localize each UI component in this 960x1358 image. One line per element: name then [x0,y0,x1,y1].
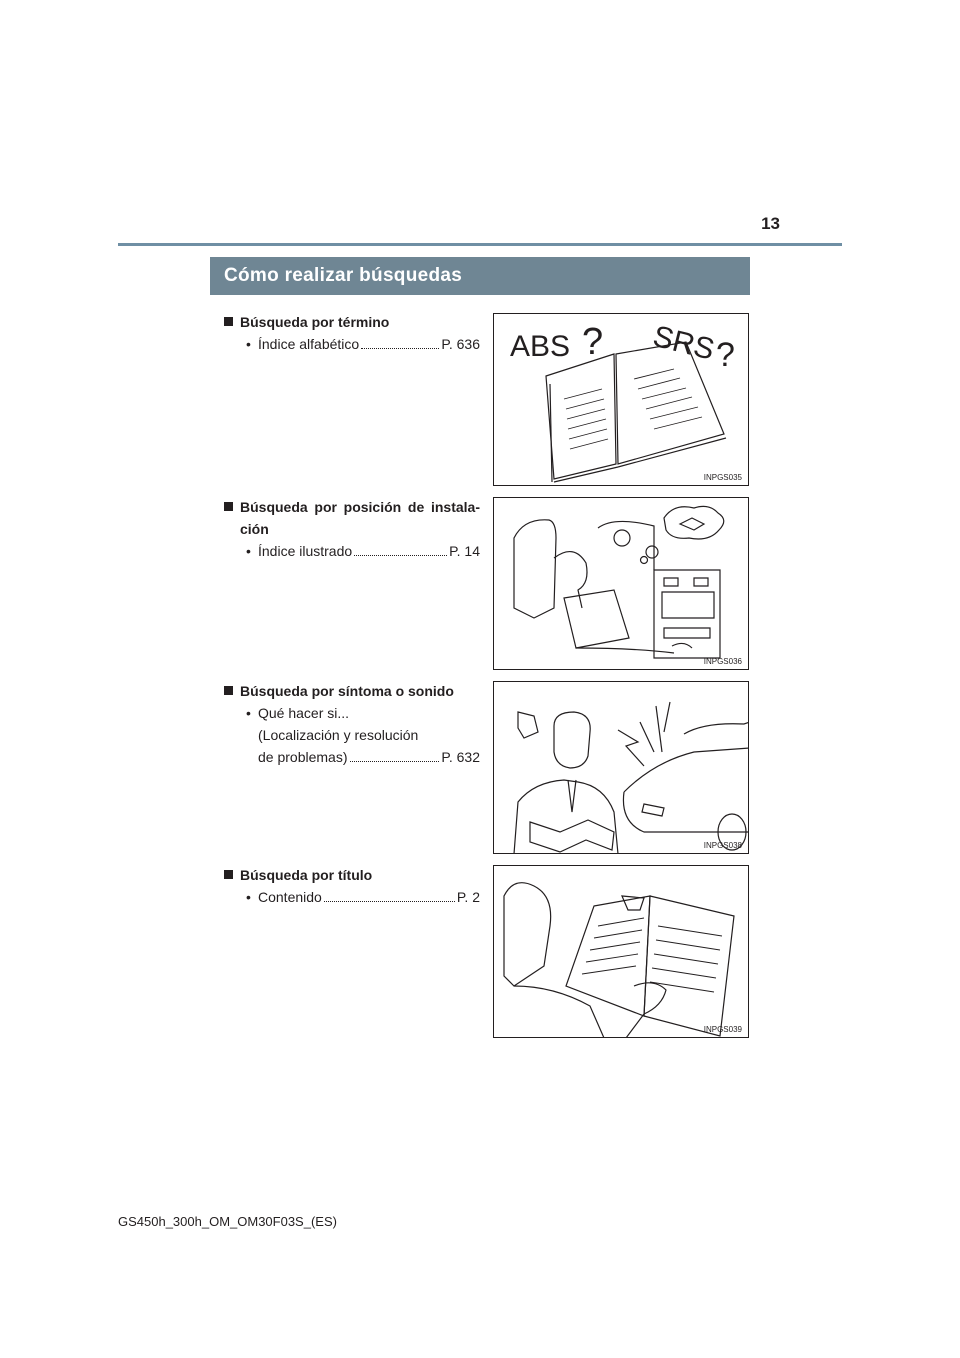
entry-heading: Búsqueda por posición de instala-ción [224,496,480,540]
illustration-reading-book-contents [493,865,749,1038]
page-number: 13 [761,214,780,233]
entry-search-by-symptom [224,680,480,768]
square-bullet-icon [224,317,233,326]
illustration-man-car-noise [493,681,749,854]
figure-code: INPGS035 [703,473,742,482]
index-reference[interactable]: • Qué hacer si... (Localización y resolución de problemas) P. 632 [224,702,480,768]
index-reference[interactable]: • Índice alfabético P. 636 [224,333,480,355]
index-reference[interactable]: • Contenido P. 2 [224,886,480,908]
entry-heading: Búsqueda por título [224,864,480,886]
question-mark-abs: ? [582,321,604,363]
entry-heading: Búsqueda por síntoma o sonido [224,680,480,702]
entry-heading: Búsqueda por término [224,311,480,333]
illustration-driver-dashboard [493,497,749,670]
srs-label: SRS [649,319,718,367]
square-bullet-icon [224,870,233,879]
section-title: Cómo realizar búsquedas [224,265,463,286]
entry-search-by-position [224,496,480,562]
abs-label: ABS [510,330,571,363]
square-bullet-icon [224,686,233,695]
index-reference[interactable]: • Índice ilustrado P. 14 [224,540,480,562]
footer-doc-code: GS450h_300h_OM_OM30F03S_(ES) [118,1214,337,1229]
entry-search-by-title [224,864,480,908]
page-reference[interactable]: P. 14 [449,543,480,559]
figure-code: INPGS039 [703,1025,742,1034]
square-bullet-icon [224,502,233,511]
figure-code: INPGS038 [703,841,742,850]
illustration-open-book-abs-srs [493,313,749,486]
question-mark-srs: ? [716,336,735,374]
figure-code: INPGS036 [703,657,742,666]
page-reference[interactable]: P. 636 [441,336,480,352]
page-reference[interactable]: P. 2 [456,889,480,905]
section-header [210,257,750,295]
top-rule [118,243,842,246]
entry-search-by-term [224,311,480,355]
page-reference[interactable]: P. 632 [441,749,480,765]
